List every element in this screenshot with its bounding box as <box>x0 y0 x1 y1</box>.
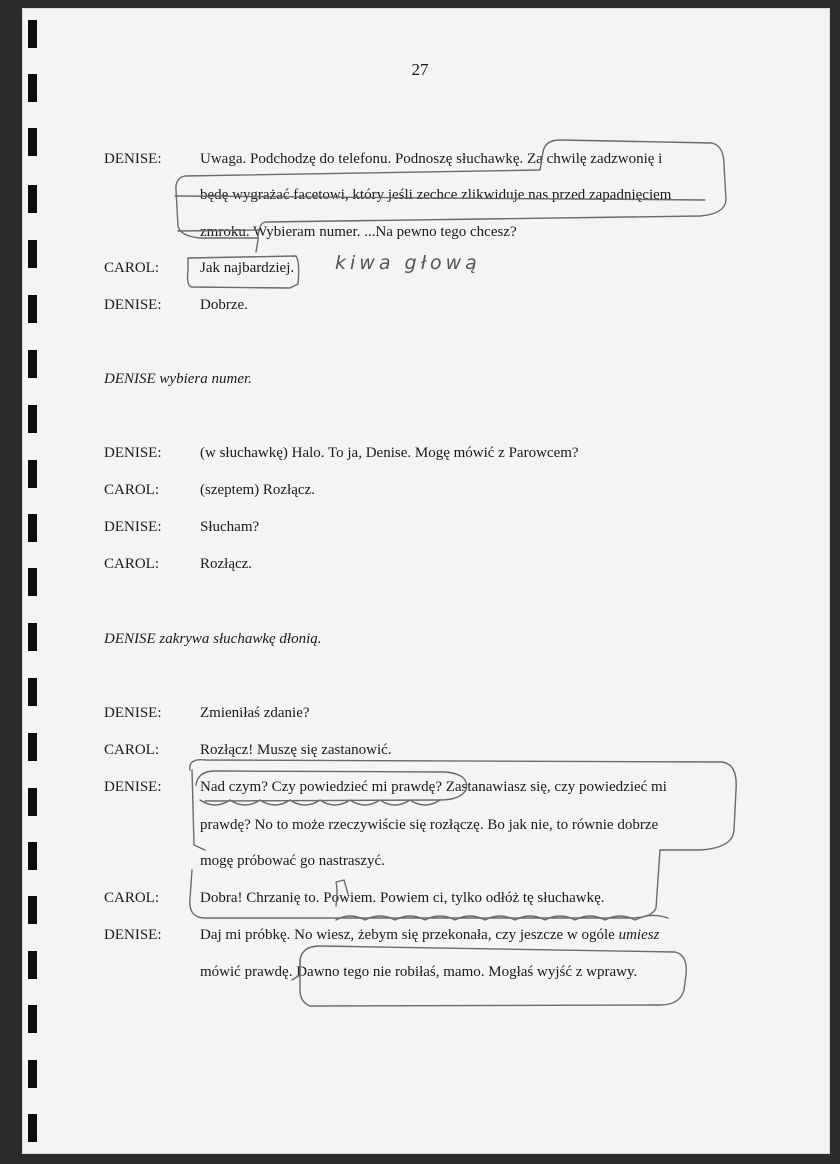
binding-hole <box>28 1005 37 1033</box>
speaker-denise: DENISE: <box>104 705 162 721</box>
binding-hole <box>28 733 37 761</box>
dialogue-line: mówić prawdę. Dawno tego nie robiłaś, mamo. Mogłaś wyjść z wprawy. <box>200 964 638 980</box>
binding-hole <box>28 350 37 378</box>
binding-hole <box>28 128 37 156</box>
binding-hole <box>28 568 37 596</box>
speaker-denise: DENISE: <box>104 445 162 461</box>
speaker-denise: DENISE: <box>104 151 162 167</box>
speaker-denise: DENISE: <box>104 779 162 795</box>
dialogue-line: (szeptem) Rozłącz. <box>200 482 315 498</box>
binding-holes <box>0 0 40 1164</box>
binding-hole <box>28 1060 37 1088</box>
binding-hole <box>28 20 37 48</box>
dialogue-line: Dobrze. <box>200 297 248 313</box>
speaker-carol: CAROL: <box>104 556 160 572</box>
stage-text: zakrywa słuchawkę dłonią. <box>155 631 322 647</box>
binding-hole <box>28 405 37 433</box>
dialogue-line: Jak najbardziej. <box>200 260 295 276</box>
emphasis-text: umiesz <box>618 927 660 943</box>
dialogue-line: Zmieniłaś zdanie? <box>200 705 310 721</box>
binding-hole <box>28 460 37 488</box>
binding-hole <box>28 623 37 651</box>
speaker-denise: DENISE: <box>104 927 162 943</box>
dialogue-line: Rozłącz! Muszę się zastanowić. <box>200 742 392 758</box>
binding-hole <box>28 842 37 870</box>
speaker-carol: CAROL: <box>104 742 160 758</box>
dialogue-line: zmroku. Wybieram numer. ...Na pewno tego chcesz? <box>200 224 517 240</box>
binding-hole <box>28 295 37 323</box>
handwritten-note: kiwa głową <box>335 252 481 274</box>
binding-hole <box>28 678 37 706</box>
binding-hole <box>28 240 37 268</box>
speaker-carol: CAROL: <box>104 260 160 276</box>
speaker-denise: DENISE: <box>104 519 162 535</box>
binding-hole <box>28 185 37 213</box>
dialogue-line: Nad czym? Czy powiedzieć mi prawdę? Zastanawiasz się, czy powiedzieć mi <box>200 779 667 795</box>
speaker-carol: CAROL: <box>104 482 160 498</box>
stage-character: DENISE <box>104 371 156 387</box>
speaker-carol: CAROL: <box>104 890 160 906</box>
binding-hole <box>28 788 37 816</box>
dialogue-line: Dobra! Chrzanię to. Powiem. Powiem ci, tylko odłóż tę słuchawkę. <box>200 890 605 906</box>
stage-direction <box>104 371 252 388</box>
page-number: 27 <box>411 60 429 79</box>
paper-sheet <box>22 8 830 1154</box>
speaker-denise: DENISE: <box>104 297 162 313</box>
binding-hole <box>28 951 37 979</box>
binding-hole <box>28 1114 37 1142</box>
binding-hole <box>28 514 37 542</box>
dialogue-line <box>200 927 659 944</box>
dialogue-line: Uwaga. Podchodzę do telefonu. Podnoszę słuchawkę. Za chwilę zadzwonię i <box>200 151 663 167</box>
binding-hole <box>28 896 37 924</box>
stage-direction <box>104 631 322 648</box>
dialogue-line: prawdę? No to może rzeczywiście się rozłączę. Bo jak nie, to równie dobrze <box>200 817 659 833</box>
dialogue-text: Daj mi próbkę. No wiesz, żebym się przekonała, czy jeszcze w ogóle <box>200 927 619 943</box>
dialogue-line: mogę próbować go nastraszyć. <box>200 853 385 869</box>
dialogue-line: Rozłącz. <box>200 556 253 572</box>
dialogue-line: (w słuchawkę) Halo. To ja, Denise. Mogę mówić z Parowcem? <box>200 445 579 461</box>
dialogue-line: Słucham? <box>200 519 260 535</box>
stage-text: wybiera numer. <box>155 371 252 387</box>
dialogue-line: będę wygrażać facetowi, który jeśli zechce zlikwiduje nas przed zapadnięciem <box>200 187 672 203</box>
stage-character: DENISE <box>104 631 156 647</box>
